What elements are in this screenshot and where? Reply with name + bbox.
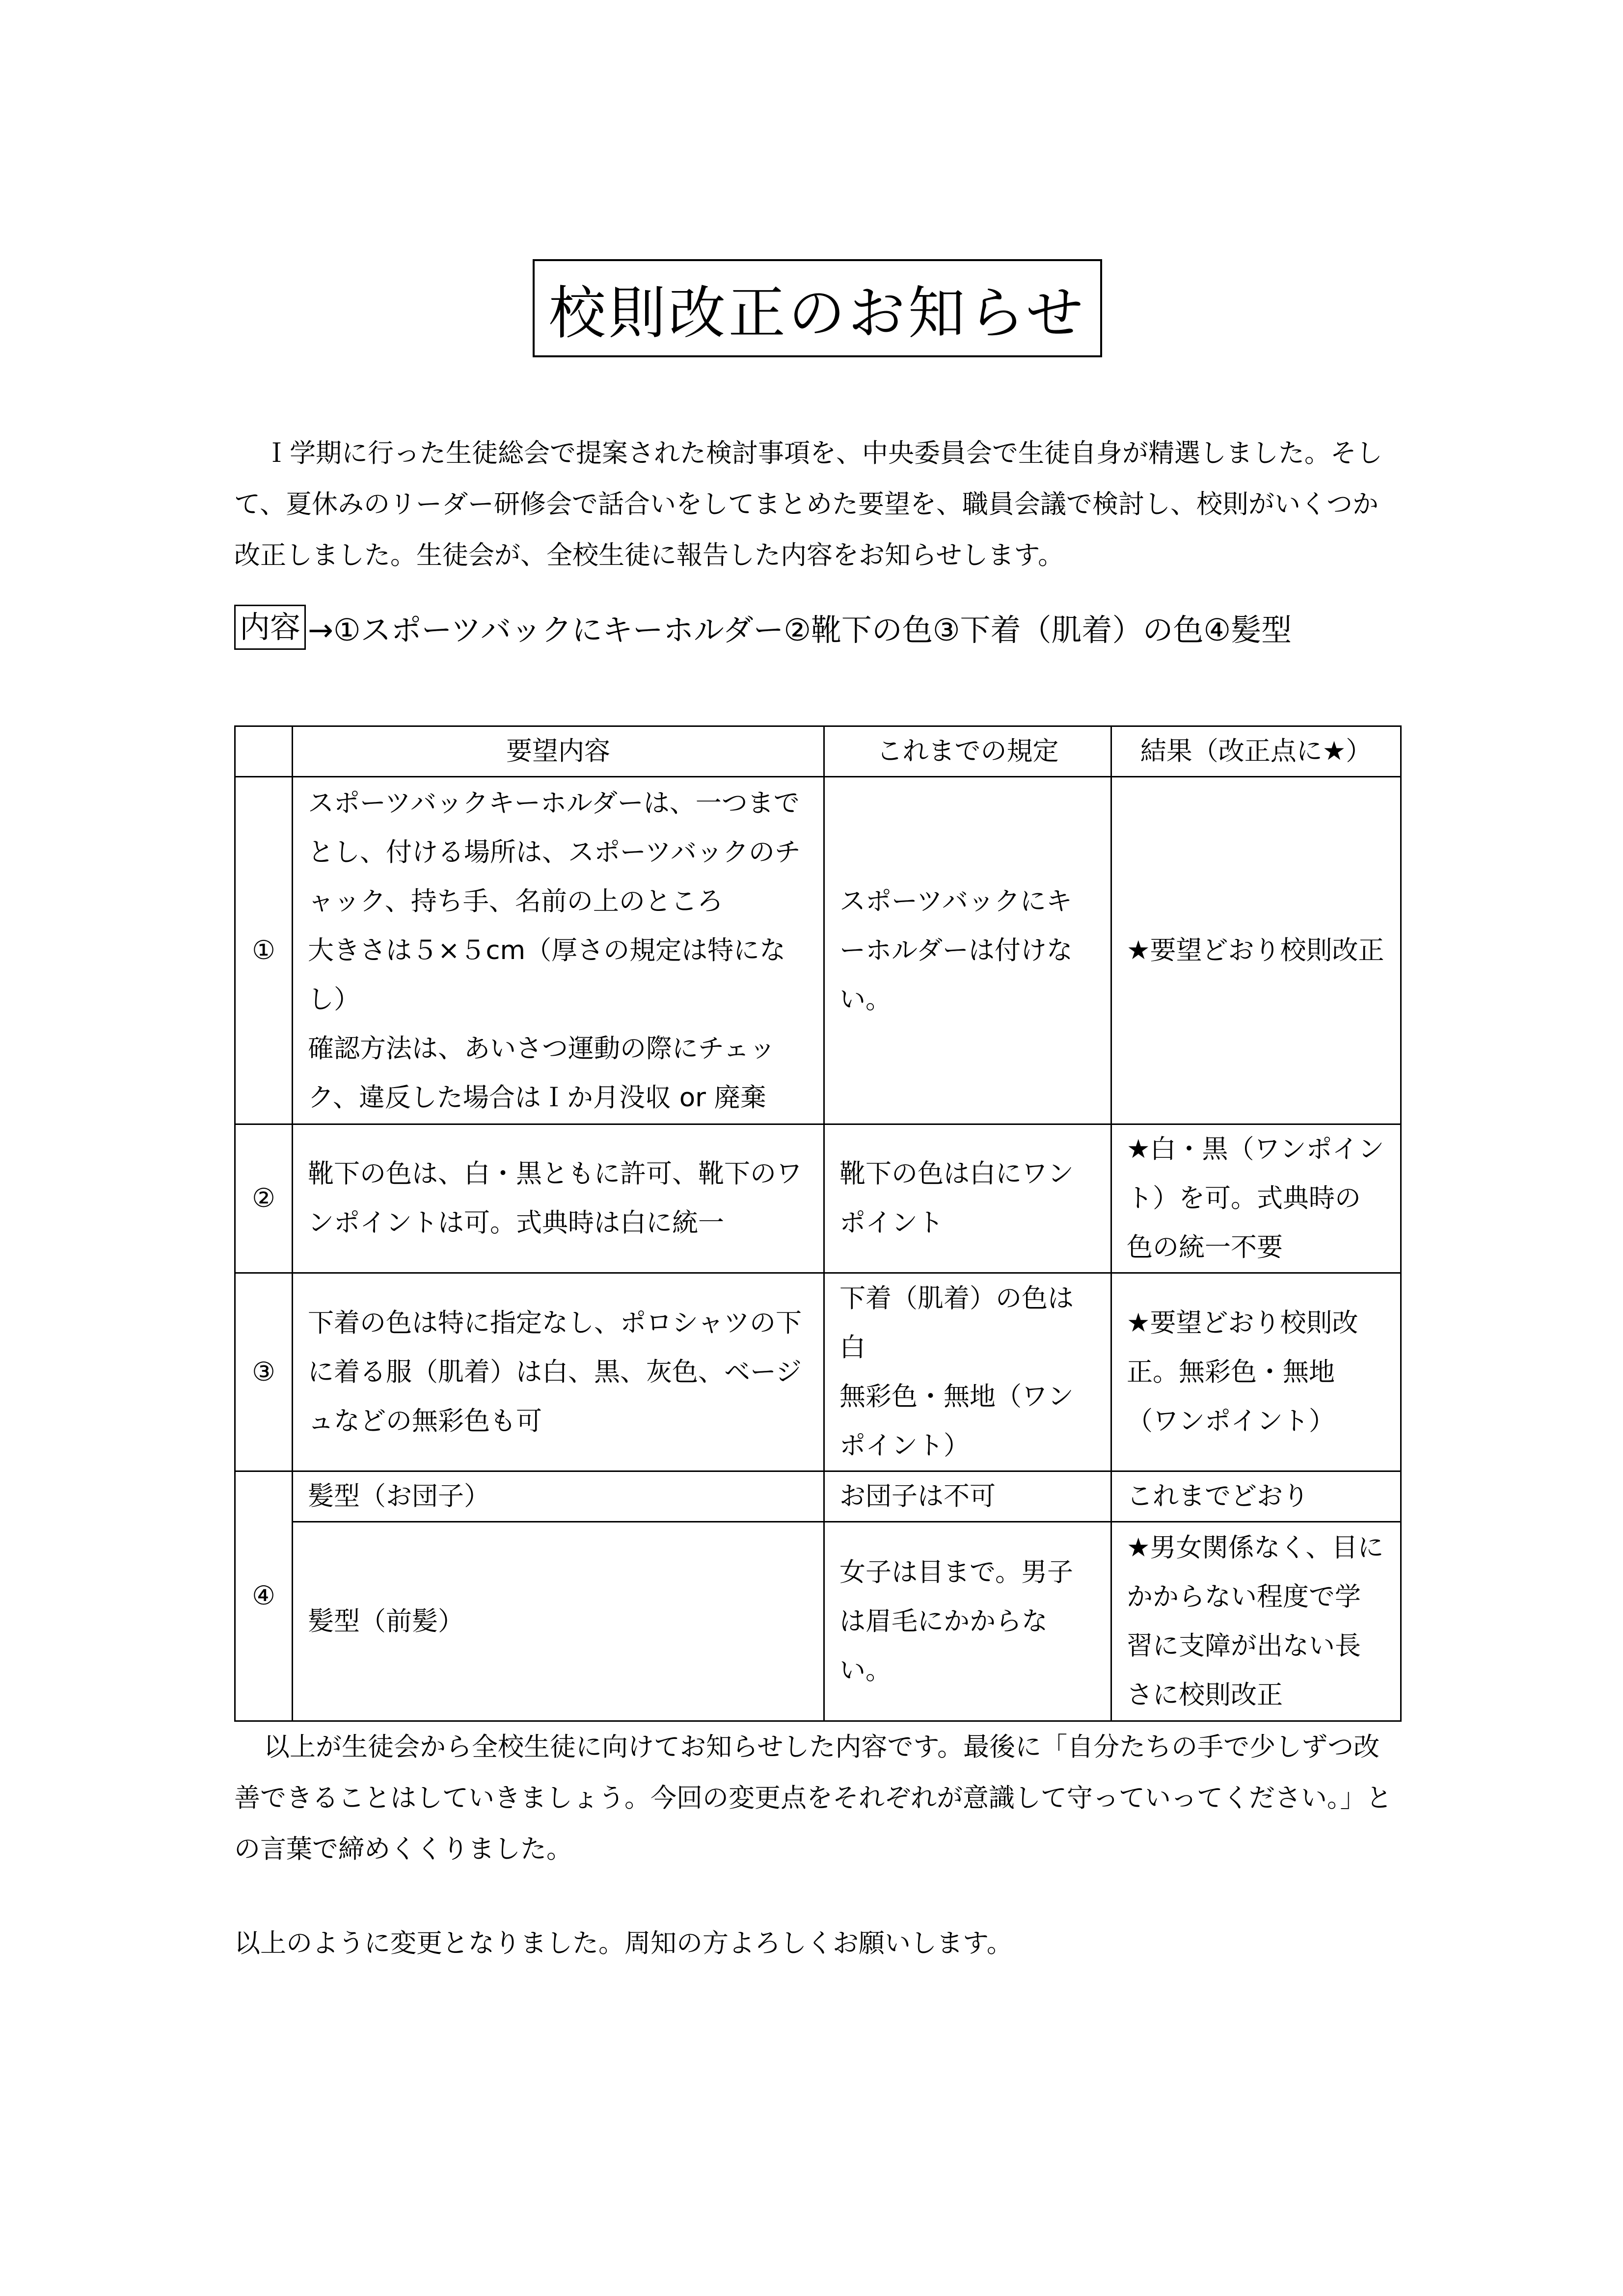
request-cell: スポーツバックキーホルダーは、一つまでとし、付ける場所は、スポーツバックのチャック、持ち手、名前の上のところ 大きさは５×５cm（厚さの規定は特になし） 確認方法は、あいさつ運動の際にチェック、違反した場合はＩか月没収 or 廃棄 — [293, 777, 824, 1124]
header-cell-request: 要望内容 — [293, 726, 824, 777]
request-cell: 髪型（お団子） — [293, 1471, 824, 1522]
previous-rule-cell: 靴下の色は白にワンポイント — [824, 1124, 1111, 1273]
header-cell-previous: これまでの規定 — [824, 726, 1111, 777]
result-cell: ★男女関係なく、目にかからない程度で学習に支障が出ない長さに校則改正 — [1111, 1522, 1401, 1721]
result-cell: ★要望どおり校則改正 — [1111, 777, 1401, 1124]
table-row — [235, 1522, 1401, 1721]
row-number: ① — [235, 777, 293, 1124]
row-number: ④ — [235, 1471, 293, 1721]
request-cell: 下着の色は特に指定なし、ポロシャツの下に着る服（肌着）は白、黒、灰色、ベージュなどの無彩色も可 — [293, 1273, 824, 1471]
contents-label: 内容 — [234, 605, 306, 650]
previous-rule-cell: 女子は目まで。男子は眉毛にかからない。 — [824, 1522, 1111, 1721]
request-cell: 髪型（前髪） — [293, 1522, 824, 1721]
previous-rule-cell: スポーツバックにキーホルダーは付けない。 — [824, 777, 1111, 1124]
previous-rule-cell: お団子は不可 — [824, 1471, 1111, 1522]
document-title: 校則改正のお知らせ — [533, 259, 1102, 357]
closing-paragraph: 以上が生徒会から全校生徒に向けてお知らせした内容です。最後に「自分たちの手で少しずつ改善できることはしていきましょう。今回の変更点をそれぞれが意識して守っていってください。」との言葉で締めくくりました。 — [234, 1732, 1392, 1864]
rules-table — [234, 725, 1402, 1722]
table-row — [235, 1273, 1401, 1471]
contents-summary — [234, 603, 1412, 652]
header-cell-number — [235, 726, 293, 777]
table-header-row — [235, 726, 1401, 777]
contents-text: →①スポーツバックにキーホルダー②靴下の色③下着（肌着）の色④髪型 — [308, 612, 1292, 648]
result-cell: ★要望どおり校則改正。無彩色・無地（ワンポイント） — [1111, 1273, 1401, 1471]
result-cell: ★白・黒（ワンポイント）を可。式典時の色の統一不要 — [1111, 1124, 1401, 1273]
row-number: ② — [235, 1124, 293, 1273]
intro-paragraph: Ｉ学期に行った生徒総会で提案された検討事項を、中央委員会で生徒自身が精選しました。そして、夏休みのリーダー研修会で話合いをしてまとめた要望を、職員会議で検討し、校則がいくつか改正しました。生徒会が、全校生徒に報告した内容をお知らせします。 — [234, 438, 1382, 570]
result-cell: これまでどおり — [1111, 1471, 1401, 1522]
request-cell: 靴下の色は、白・黒ともに許可、靴下のワンポイントは可。式典時は白に統一 — [293, 1124, 824, 1273]
header-cell-result: 結果（改正点に★） — [1111, 726, 1401, 777]
table-row — [235, 1124, 1401, 1273]
previous-rule-cell: 下着（肌着）の色は白 無彩色・無地（ワンポイント） — [824, 1273, 1111, 1471]
final-note: 以上のように変更となりました。周知の方よろしくお願いします。 — [234, 1928, 1013, 1958]
row-number: ③ — [235, 1273, 293, 1471]
table-row — [235, 1471, 1401, 1522]
table-row — [235, 777, 1401, 1124]
